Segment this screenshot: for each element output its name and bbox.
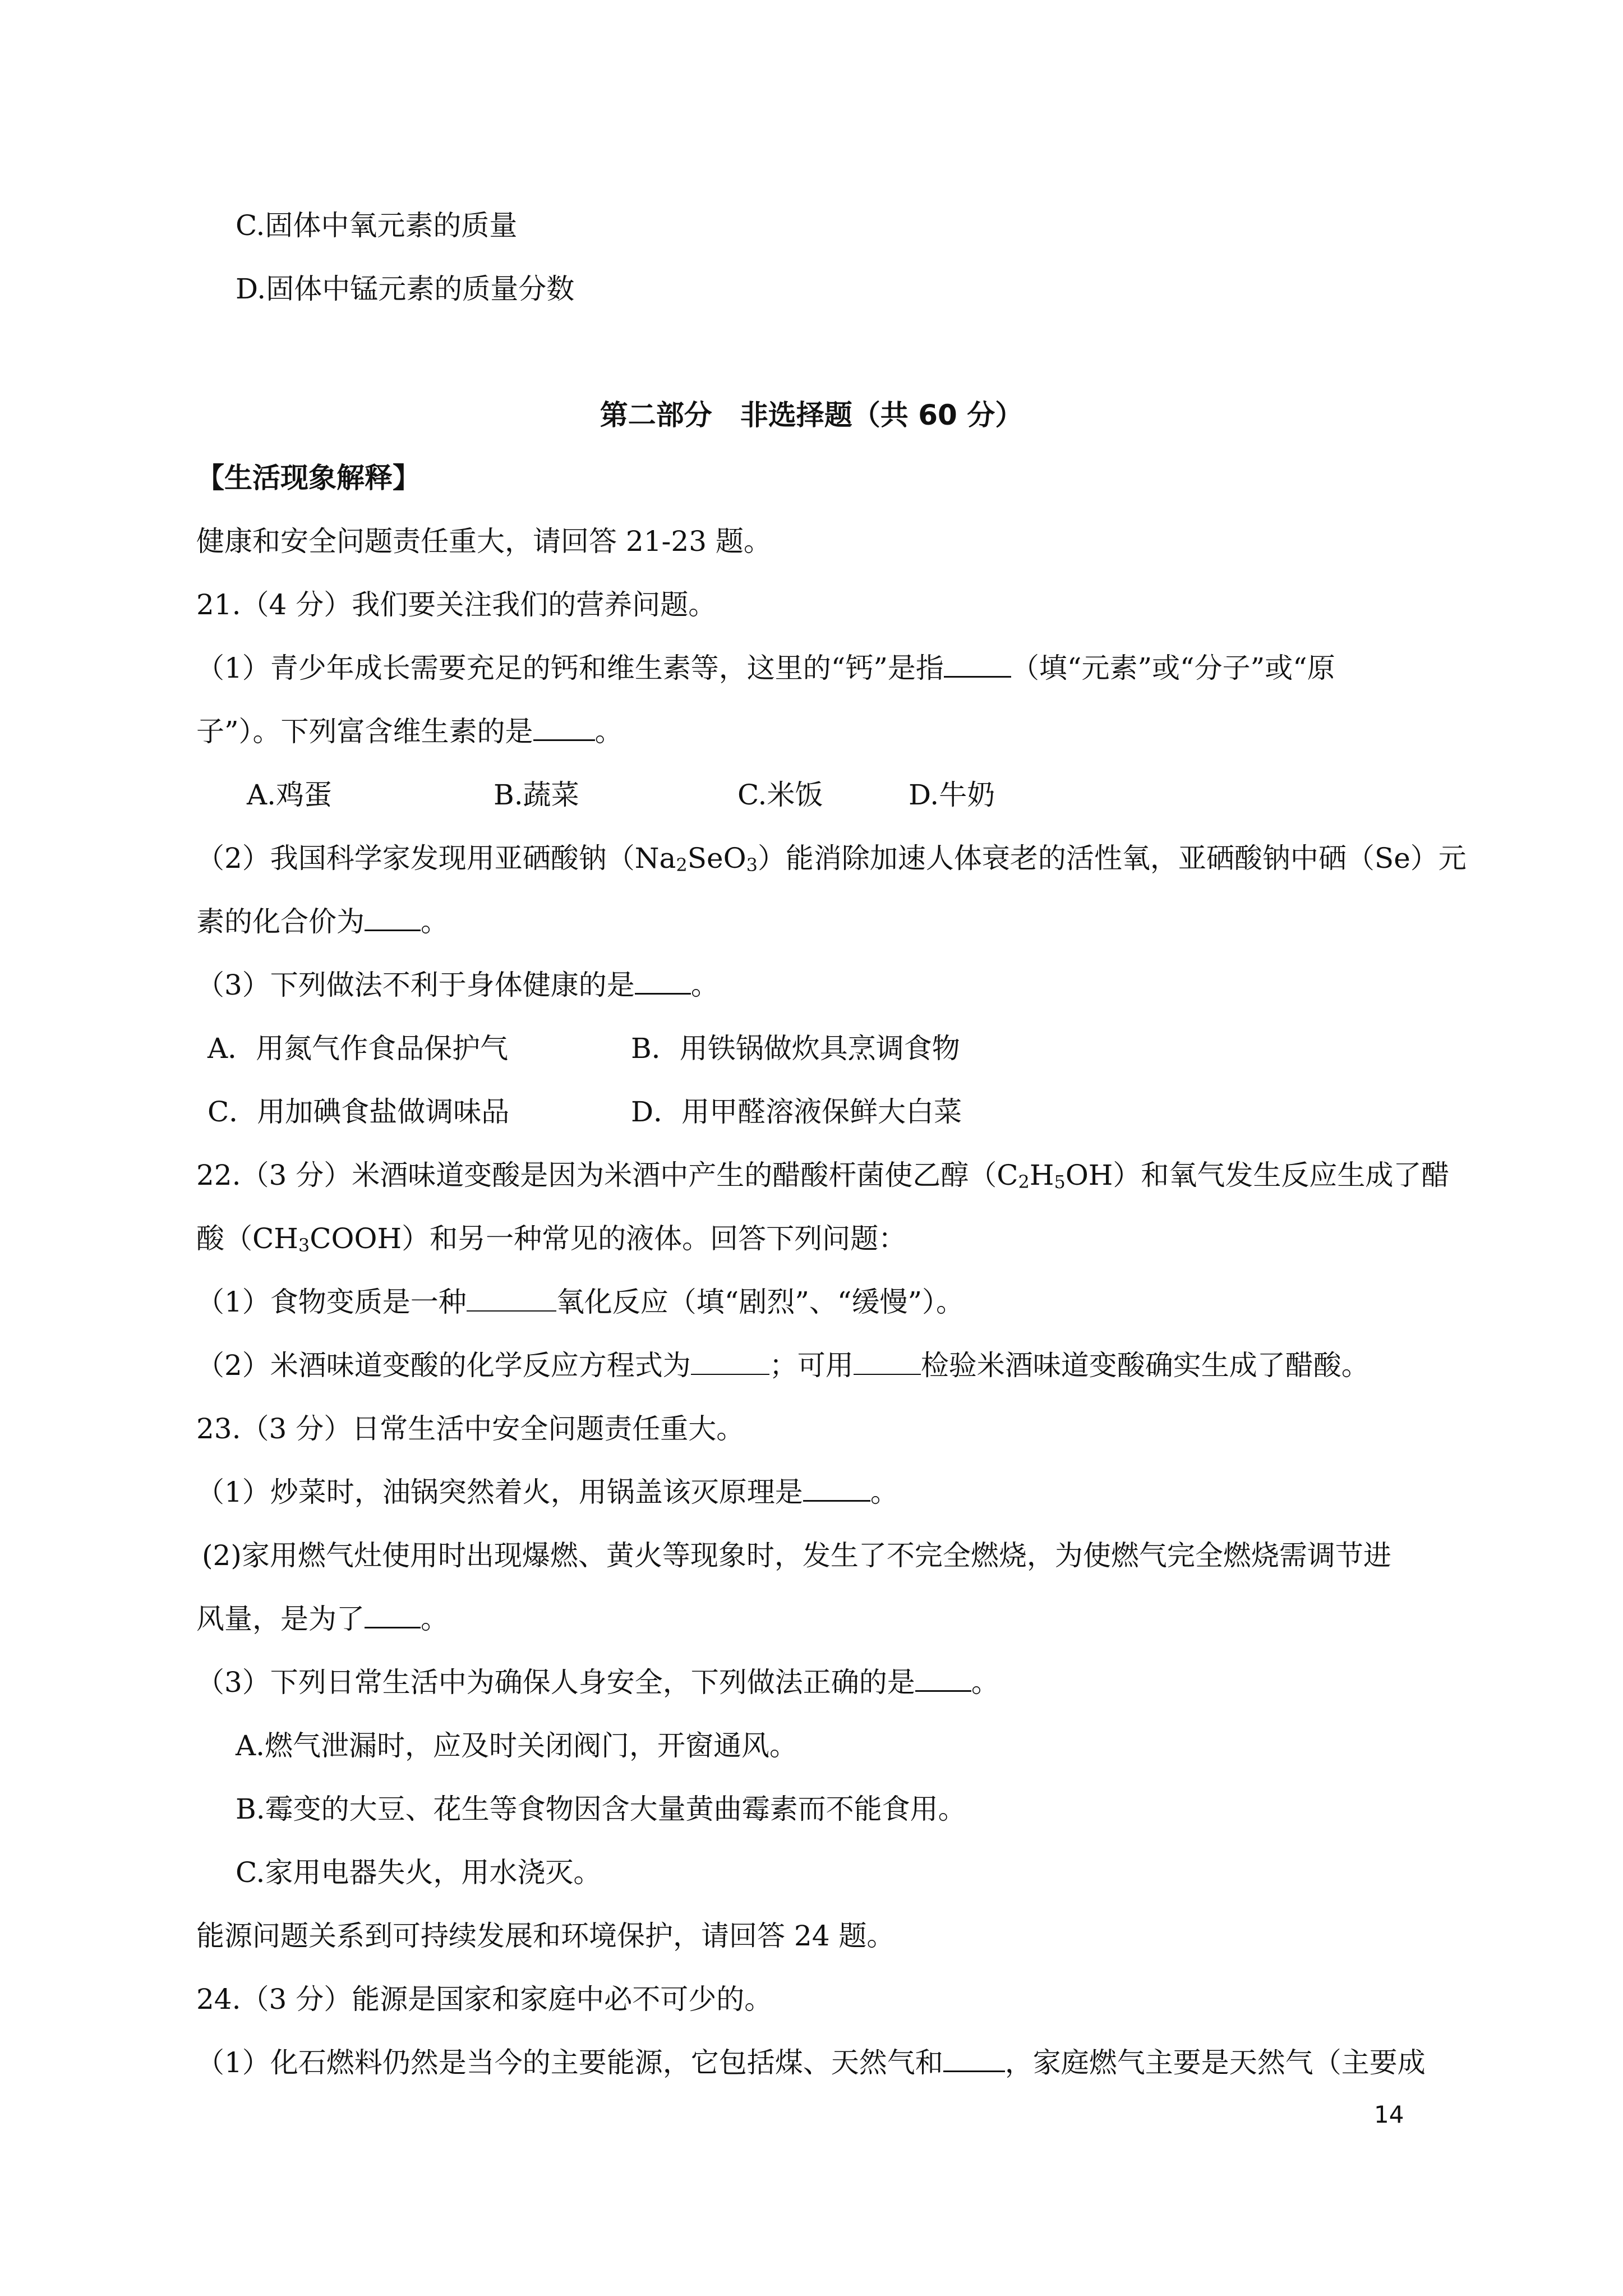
intro-21-23: 健康和安全问题责任重大，请回答 21-23 题。 [196,525,772,558]
q24-p1-text-a: （1）化石燃料仍然是当今的主要能源，它包括煤、天然气和 [196,2046,943,2079]
q21-p1-text-d: 。 [594,715,623,748]
q21-p3-option-d: D．用甲醛溶液保鲜大白菜 [631,1096,962,1128]
q24-part1 [196,2046,1426,2079]
answer-blank[interactable] [803,1475,870,1502]
q22-p2-text-b: ；可用 [769,1349,854,1382]
subscript: 5 [1054,1171,1066,1193]
q21-p3-option-a: A．用氮气作食品保护气 [208,1032,509,1065]
answer-blank[interactable] [365,905,421,931]
q21-p3-option-c: C．用加碘食盐做调味品 [208,1096,510,1128]
q21-p1-text-a: （1）青少年成长需要充足的钙和维生素等，这里的“钙”是指 [196,652,944,684]
q21-p2-text-a: （2）我国科学家发现用亚硒酸钠（Na [196,842,676,875]
q23-p2-text-c: 。 [421,1603,449,1635]
subscript: 2 [1018,1171,1030,1193]
q22-p2-text-a: （2）米酒味道变酸的化学反应方程式为 [196,1349,691,1382]
q21-p2-text-b: SeO [687,842,746,875]
page-number: 14 [1374,2101,1404,2128]
q21-option-c: C.米饭 [737,779,823,811]
q23-p3-text-a: （3）下列日常生活中为确保人身安全，下列做法正确的是 [196,1666,915,1699]
q23-option-b: B.霉变的大豆、花生等食物因含大量黄曲霉素而不能食用。 [236,1793,966,1825]
q23-p3-text-b: 。 [971,1666,999,1699]
q21-option-a: A.鸡蛋 [247,779,333,811]
q24-stem: 24.（3 分）能源是国家和家庭中必不可少的。 [196,1983,773,2016]
answer-blank[interactable] [854,1349,921,1375]
q22-stem-line2 [196,1222,906,1255]
q23-p1-text-a: （1）炒菜时，油锅突然着火，用锅盖该灭原理是 [196,1476,803,1508]
q21-option-d: D.牛奶 [909,779,995,811]
q21-p1-text-b: （填“元素”或“分子”或“原 [1011,652,1335,684]
q23-stem: 23.（3 分）日常生活中安全问题责任重大。 [196,1412,745,1445]
answer-blank[interactable] [915,1665,971,1692]
q23-part1 [196,1475,898,1509]
q21-part2-line2 [196,905,449,938]
q23-part3 [196,1665,999,1699]
q21-p3-option-b: B．用铁锅做炊具烹调食物 [631,1032,960,1065]
q21-p3-options-row1 [208,1032,960,1065]
answer-blank[interactable] [691,1349,769,1375]
answer-blank[interactable] [365,1602,421,1628]
option-d-previous: D.固体中锰元素的质量分数 [236,273,575,305]
q22-p2-text-c: 检验米酒味道变酸确实生成了醋酸。 [920,1349,1370,1382]
answer-blank[interactable] [944,651,1011,678]
q22-part2 [196,1349,1370,1382]
answer-blank[interactable] [943,2046,1005,2072]
subscript: 3 [746,854,758,876]
q21-p2-text-e: 。 [421,905,449,938]
q23-part2-line2 [196,1602,449,1636]
q21-p2-text-d: 素的化合价为 [196,905,365,938]
q21-part3 [196,968,719,1002]
q23-p1-text-b: 。 [870,1476,898,1508]
q21-part1-line1 [196,651,1335,685]
q21-p3-text-b: 。 [690,969,719,1001]
q21-p3-options-row2 [208,1095,962,1129]
q21-p1-text-c: 子”）。下列富含维生素的是 [196,715,533,748]
subscript: 3 [298,1235,310,1256]
q22-text-d: 酸（CH [196,1222,298,1255]
section-title: 第二部分 非选择题（共 60 分） [600,399,1023,431]
q22-p1-text-b: 氧化反应（填“剧烈”、“缓慢”）。 [556,1286,965,1318]
q21-p2-text-c: ）能消除加速人体衰老的活性氧，亚硒酸钠中硒（Se）元 [757,842,1467,875]
q23-p2-text-b: 风量，是为了 [196,1603,365,1635]
category-heading: 【生活现象解释】 [196,462,421,494]
q23-part2-line1: (2)家用燃气灶使用时出现爆燃、黄火等现象时，发生了不完全燃烧，为使燃气完全燃烧需调节进 [202,1539,1391,1572]
answer-blank[interactable] [533,715,595,741]
q22-text-a: 22.（3 分）米酒味道变酸是因为米酒中产生的醋酸杆菌使乙醇（C [196,1159,1018,1191]
q24-p1-text-b: ，家庭燃气主要是天然气（主要成 [1004,2046,1426,2079]
subscript: 2 [676,854,688,876]
q22-stem-line1 [196,1158,1449,1192]
q21-part2-line1 [196,841,1467,875]
intro-24: 能源问题关系到可持续发展和环境保护，请回答 24 题。 [196,1920,895,1952]
option-c-previous: C.固体中氧元素的质量 [236,209,518,242]
answer-blank[interactable] [467,1286,556,1312]
q23-option-c: C.家用电器失火，用水浇灭。 [236,1856,602,1889]
q21-part1-line2 [196,715,623,748]
q21-option-b: B.蔬菜 [494,779,579,811]
q22-text-b: H [1029,1159,1054,1191]
q22-text-e: COOH）和另一种常见的液体。回答下列问题： [310,1222,907,1255]
q22-text-c: OH）和氧气发生反应生成了醋 [1065,1159,1450,1191]
q23-option-a: A.燃气泄漏时，应及时关闭阀门，开窗通风。 [236,1729,798,1762]
q22-part1 [196,1285,964,1319]
q21-p3-text-a: （3）下列做法不利于身体健康的是 [196,969,635,1001]
answer-blank[interactable] [635,968,691,995]
q21-stem: 21.（4 分）我们要关注我们的营养问题。 [196,588,717,621]
q21-options [247,778,995,812]
q22-p1-text-a: （1）食物变质是一种 [196,1286,467,1318]
